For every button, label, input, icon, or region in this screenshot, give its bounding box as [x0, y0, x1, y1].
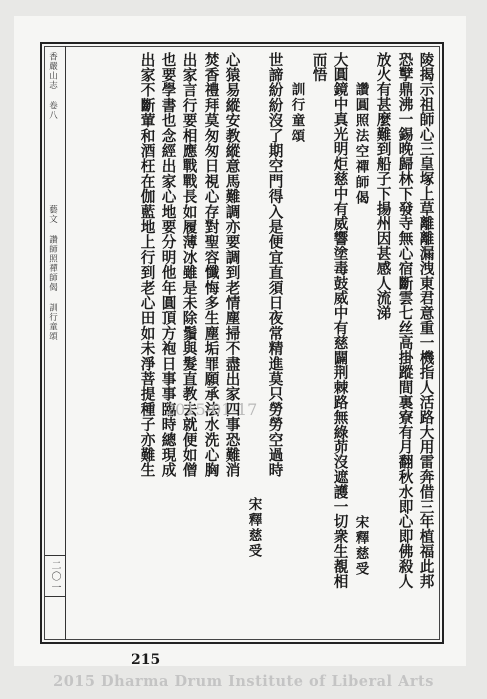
- margin-section: 藝文 讚師照禪師偈 訓行童頌: [47, 205, 58, 341]
- heading-poem-2: 訓行童頌: [288, 82, 305, 144]
- text-column-8: 世諦紛紛沒了期空門得入是便宜直須日夜常精進莫只勞勞空過時: [266, 52, 284, 478]
- margin-strip: [44, 46, 66, 640]
- author-poem-2: 宋釋慈受: [245, 497, 262, 559]
- text-column-3: 放火有甚麼難到船子下揚州因甚感人流涕: [374, 52, 392, 321]
- text-column-11: 出家言行要相應戰戰長如履薄冰雖是未除鬚與髮直教去就便如僧: [180, 52, 198, 478]
- text-column-12: 也要學書也念經出家心地要分明他年圓頂方袍日事事臨時總現成: [159, 52, 177, 478]
- text-column-5: 大圓鏡中真光明炬慈中有威響塗毒鼓威中有慈闢荆棘路無綠茆沒遮護一切衆生覩相: [331, 52, 349, 589]
- heading-poem-1: 讚圓照法空禪師偈: [352, 82, 369, 206]
- text-column-9: 心猿易縱安教縱意馬難調亦要調到老情塵掃不盡出家四事恐難消: [223, 52, 241, 478]
- copyright-watermark: 2015 Dharma Drum Institute of Liberal Arts: [53, 673, 434, 690]
- text-column-2: 恐孼鼎沸一錫晚歸林下發寺無心宿斷雲七丝高掛蹤間裏寮有月翻秋水即心即佛殺人: [396, 52, 414, 589]
- text-column-10: 焚香禮拜莫匆匆日視心存對聖容懺悔多生塵垢罪願承法水洗心胸: [202, 52, 220, 478]
- margin-page-number: 二〇一: [49, 560, 60, 593]
- scan-date-stamp: 2015-01-17: [165, 400, 258, 419]
- text-column-6: 而悟: [310, 52, 328, 82]
- text-column-1: 陵揭示祖師心三皇塚上草離離漏洩東君意重一機指人活路大用雷奔借三年植福此邦: [417, 52, 435, 589]
- margin-title: 香嚴山志 卷八: [47, 52, 58, 120]
- text-column-13: 出家不斷葷和酒枉在伽藍地上行到老心田如未淨菩提種子亦難生: [138, 52, 156, 478]
- author-poem-1: 宋釋慈受: [352, 515, 369, 577]
- page-number: 215: [131, 652, 161, 668]
